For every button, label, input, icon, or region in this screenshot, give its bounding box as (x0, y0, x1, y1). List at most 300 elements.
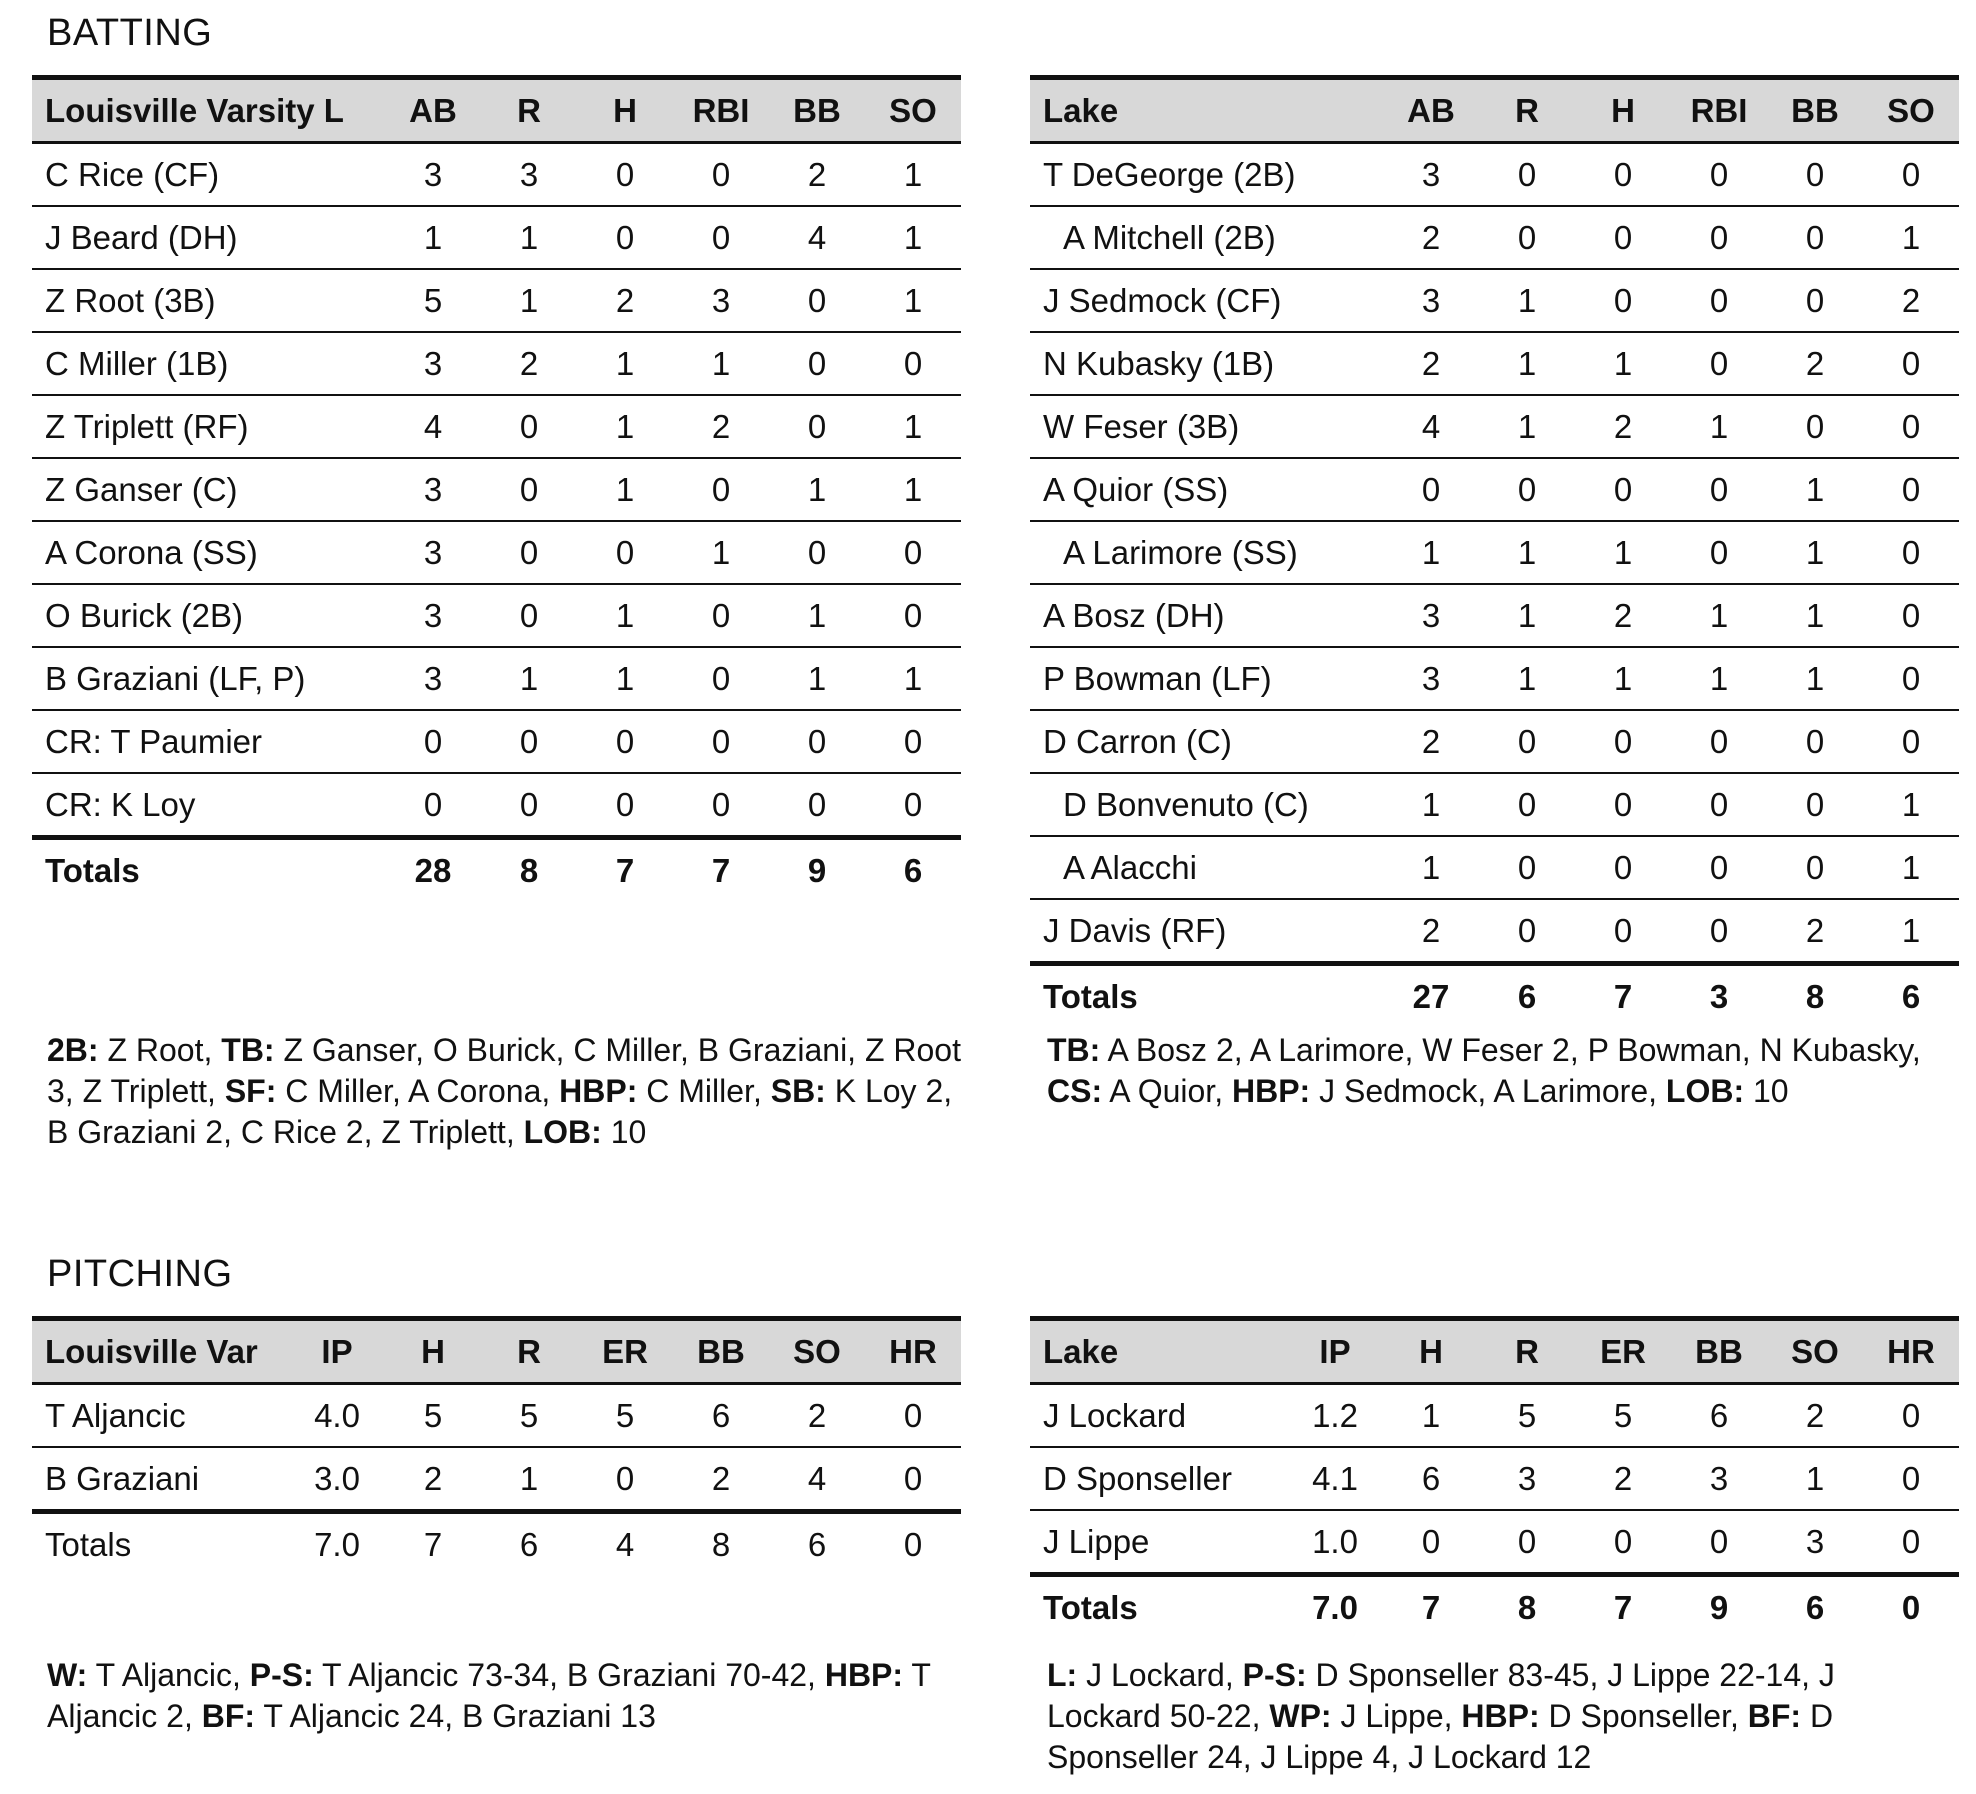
table-row (1030, 521, 1959, 584)
stat-cell: 1 (577, 458, 673, 521)
note-text: Z Root, (98, 1032, 222, 1068)
batting-notes-louisville (47, 1030, 967, 1153)
player-name: Z Ganser (C) (32, 458, 385, 521)
player-name: C Miller (1B) (32, 332, 385, 395)
note-text: 10 (601, 1114, 647, 1150)
stat-cell: 4.0 (289, 1384, 385, 1448)
stat-cell: 0 (673, 458, 769, 521)
stat-cell: 0 (385, 710, 481, 773)
stat-cell: 1 (865, 143, 961, 207)
stat-cell: 0 (1383, 1510, 1479, 1575)
stat-cell: 0 (481, 521, 577, 584)
stat-cell: 0 (577, 143, 673, 207)
table-row (32, 206, 961, 269)
stat-cell: 4 (769, 1447, 865, 1512)
stat-cell: 1 (865, 395, 961, 458)
column-header: SO (1863, 78, 1959, 143)
note-label: HBP: (824, 1657, 904, 1693)
column-header: R (1479, 1319, 1575, 1384)
stat-cell: 0 (577, 773, 673, 838)
stat-cell: 1 (769, 647, 865, 710)
stat-cell: 0 (1671, 143, 1767, 207)
table-row (1030, 773, 1959, 836)
stat-cell: 3 (385, 332, 481, 395)
totals-cell: 7 (1421, 1588, 1441, 1626)
stat-cell: 1 (865, 206, 961, 269)
column-header: SO (769, 1319, 865, 1384)
note-text: J Sedmock, A Larimore, (1310, 1073, 1666, 1109)
stat-cell: 3 (1671, 1447, 1767, 1510)
stat-cell: 0 (1383, 458, 1479, 521)
stat-cell: 0 (673, 710, 769, 773)
column-header: SO (865, 78, 961, 143)
column-header: H (1575, 78, 1671, 143)
stat-cell: 0 (673, 584, 769, 647)
table-row (1030, 647, 1959, 710)
stat-cell: 2 (1863, 269, 1959, 332)
table-row (1030, 269, 1959, 332)
totals-cell: 7 (711, 851, 731, 889)
stat-cell: 0 (865, 584, 961, 647)
stat-cell: 0 (1863, 395, 1959, 458)
stat-cell: 0 (1863, 1447, 1959, 1510)
stat-cell: 0 (577, 710, 673, 773)
stat-cell: 2 (1767, 1384, 1863, 1448)
stat-cell: 0 (1671, 206, 1767, 269)
stat-cell: 0 (865, 332, 961, 395)
stat-cell: 0 (1671, 269, 1767, 332)
stat-cell: 1 (1767, 584, 1863, 647)
column-header: H (577, 78, 673, 143)
table-row (32, 1384, 961, 1448)
totals-cell: 7 (615, 851, 635, 889)
stat-cell: 0 (1575, 206, 1671, 269)
column-header: HR (865, 1319, 961, 1384)
stat-cell: 0 (481, 584, 577, 647)
note-text: A Quior, (1102, 1073, 1232, 1109)
stat-cell: 1 (1575, 647, 1671, 710)
player-name: J Beard (DH) (32, 206, 385, 269)
stat-cell: 3 (1767, 1510, 1863, 1575)
note-text: T Aljancic 24, B Graziani 13 (255, 1698, 656, 1734)
column-header: IP (1287, 1319, 1383, 1384)
totals-cell: 6 (1901, 977, 1921, 1015)
totals-row (1030, 964, 1959, 1028)
stat-cell: 1 (577, 332, 673, 395)
stat-cell: 0 (1479, 458, 1575, 521)
table-row (32, 521, 961, 584)
stat-cell: 0 (577, 206, 673, 269)
player-name: B Graziani (LF, P) (32, 647, 385, 710)
pitching-section-title: PITCHING (47, 1253, 233, 1295)
stat-cell: 1 (1671, 647, 1767, 710)
column-header: ER (1575, 1319, 1671, 1384)
table-row (32, 395, 961, 458)
player-name: Z Root (3B) (32, 269, 385, 332)
stat-cell: 2 (1383, 710, 1479, 773)
stat-cell: 0 (1767, 773, 1863, 836)
stat-cell: 1 (1479, 395, 1575, 458)
table-row (1030, 143, 1959, 207)
stat-cell: 1 (1767, 647, 1863, 710)
stat-cell: 0 (1671, 521, 1767, 584)
note-text: J Lockard, (1077, 1657, 1243, 1693)
player-name: A Larimore (SS) (1030, 521, 1383, 584)
table-row (32, 1447, 961, 1512)
note-text: T Aljancic 73-34, B Graziani 70-42, (313, 1657, 825, 1693)
table-row (32, 269, 961, 332)
column-header: R (481, 78, 577, 143)
column-header: RBI (1671, 78, 1767, 143)
totals-row (32, 838, 961, 902)
table-row (1030, 836, 1959, 899)
stat-cell: 1 (1863, 836, 1959, 899)
stat-cell: 4 (769, 206, 865, 269)
stat-cell: 0 (1671, 710, 1767, 773)
stat-cell: 0 (865, 1447, 961, 1512)
column-header: H (385, 1319, 481, 1384)
column-header: R (481, 1319, 577, 1384)
totals-cell: 3 (1709, 977, 1729, 1015)
table-row (1030, 710, 1959, 773)
stat-cell: 0 (1575, 143, 1671, 207)
stat-cell: 0 (1479, 206, 1575, 269)
stat-cell: 2 (385, 1447, 481, 1512)
table-header-row (32, 1319, 961, 1384)
column-header: BB (769, 78, 865, 143)
stat-cell: 3 (1383, 269, 1479, 332)
totals-cell: 4 (615, 1525, 635, 1563)
stat-cell: 0 (1863, 647, 1959, 710)
stat-cell: 2 (769, 1384, 865, 1448)
stat-cell: 3 (385, 647, 481, 710)
note-text: C Miller, A Corona, (276, 1073, 560, 1109)
player-name: A Alacchi (1030, 836, 1383, 899)
stat-cell: 0 (481, 773, 577, 838)
stat-cell: 1 (577, 647, 673, 710)
totals-cell: 0 (903, 1525, 923, 1563)
player-name: J Lippe (1030, 1510, 1287, 1575)
team-name-header: Lake (1030, 1319, 1287, 1384)
batting-table-lake (1030, 75, 1959, 1027)
player-name: T DeGeorge (2B) (1030, 143, 1383, 207)
stat-cell: 1 (1767, 458, 1863, 521)
stat-cell: 0 (865, 1384, 961, 1448)
stat-cell: 2 (1575, 395, 1671, 458)
stat-cell: 0 (769, 521, 865, 584)
stat-cell: 5 (577, 1384, 673, 1448)
totals-cell: 7.0 (314, 1525, 360, 1563)
totals-cell: 8 (519, 851, 539, 889)
stat-cell: 0 (1863, 332, 1959, 395)
totals-cell: 8 (1805, 977, 1825, 1015)
stat-cell: 0 (865, 710, 961, 773)
player-name: D Carron (C) (1030, 710, 1383, 773)
stat-cell: 0 (1575, 899, 1671, 964)
totals-cell: 9 (1709, 1588, 1729, 1626)
stat-cell: 2 (769, 143, 865, 207)
stat-cell: 1.0 (1287, 1510, 1383, 1575)
table-row (1030, 1447, 1959, 1510)
totals-cell: 28 (414, 851, 452, 889)
note-text: T Aljancic 2, (47, 1657, 931, 1734)
stat-cell: 0 (1671, 899, 1767, 964)
stat-cell: 1 (1479, 647, 1575, 710)
column-header: HR (1863, 1319, 1959, 1384)
stat-cell: 0 (1863, 1510, 1959, 1575)
stat-cell: 0 (1863, 458, 1959, 521)
stat-cell: 2 (1767, 899, 1863, 964)
note-text: Z Ganser, O Burick, C Miller, B Graziani, Z Root 3, Z Triplett, (47, 1032, 961, 1109)
note-label: HBP: (1231, 1073, 1311, 1109)
stat-cell: 2 (577, 269, 673, 332)
stat-cell: 1 (1767, 1447, 1863, 1510)
stat-cell: 0 (1671, 773, 1767, 836)
stat-cell: 1 (1863, 899, 1959, 964)
note-label: P-S: (249, 1657, 314, 1693)
stat-cell: 1 (1383, 521, 1479, 584)
totals-cell: 8 (1517, 1588, 1537, 1626)
stat-cell: 1 (865, 647, 961, 710)
stat-cell: 0 (1671, 332, 1767, 395)
note-label: BF: (1747, 1698, 1802, 1734)
stat-cell: 0 (769, 332, 865, 395)
stat-cell: 1 (1671, 584, 1767, 647)
note-label: TB: (1047, 1032, 1101, 1068)
stat-cell: 2 (481, 332, 577, 395)
stat-cell: 1 (769, 584, 865, 647)
stat-cell: 3 (673, 269, 769, 332)
totals-cell: 6 (1805, 1588, 1825, 1626)
stat-cell: 0 (1575, 836, 1671, 899)
note-text: 10 (1744, 1073, 1789, 1109)
table-row (1030, 1510, 1959, 1575)
totals-label: Totals (1043, 1588, 1138, 1626)
column-header: IP (289, 1319, 385, 1384)
stat-cell: 0 (1863, 710, 1959, 773)
stat-cell: 1 (865, 458, 961, 521)
batting-section-title: BATTING (47, 12, 213, 54)
stat-cell: 6 (1383, 1447, 1479, 1510)
totals-cell: 7 (1613, 977, 1633, 1015)
table-header-row (1030, 78, 1959, 143)
note-label: HBP: (559, 1073, 638, 1109)
stat-cell: 1 (1767, 521, 1863, 584)
note-text: D Sponseller, (1539, 1698, 1748, 1734)
note-text: A Bosz 2, A Larimore, W Feser 2, P Bowman, N Kubasky, (1100, 1032, 1921, 1068)
stat-cell: 0 (1863, 584, 1959, 647)
player-name: N Kubasky (1B) (1030, 332, 1383, 395)
stat-cell: 0 (1767, 395, 1863, 458)
stat-cell: 0 (1575, 773, 1671, 836)
totals-cell: 7 (423, 1525, 443, 1563)
pitching-table-lake (1030, 1316, 1959, 1638)
note-text: K Loy 2, B Graziani 2, C Rice 2, Z Triplett, (47, 1073, 953, 1150)
column-header: R (1479, 78, 1575, 143)
stat-cell: 0 (1575, 269, 1671, 332)
pitching-table-louisville (32, 1316, 961, 1575)
totals-row (32, 1512, 961, 1576)
stat-cell: 1 (481, 206, 577, 269)
stat-cell: 1 (673, 521, 769, 584)
player-name: P Bowman (LF) (1030, 647, 1383, 710)
team-name-header: Lake (1030, 78, 1383, 143)
column-header: H (1383, 1319, 1479, 1384)
stat-cell: 0 (1479, 899, 1575, 964)
stat-cell: 0 (1479, 1510, 1575, 1575)
stat-cell: 4 (1383, 395, 1479, 458)
stat-cell: 0 (1575, 710, 1671, 773)
player-name: C Rice (CF) (32, 143, 385, 207)
stat-cell: 3 (385, 521, 481, 584)
stat-cell: 0 (1671, 1510, 1767, 1575)
stat-cell: 0 (673, 647, 769, 710)
note-label: BF: (201, 1698, 256, 1734)
stat-cell: 1 (769, 458, 865, 521)
stat-cell: 1 (1863, 773, 1959, 836)
table-row (1030, 332, 1959, 395)
stat-cell: 3.0 (289, 1447, 385, 1512)
note-label: CS: (1047, 1073, 1103, 1109)
stat-cell: 0 (1863, 521, 1959, 584)
totals-label: Totals (45, 851, 140, 889)
totals-cell: 27 (1412, 977, 1450, 1015)
totals-cell: 7.0 (1312, 1588, 1358, 1626)
column-header: BB (673, 1319, 769, 1384)
stat-cell: 3 (385, 584, 481, 647)
stat-cell: 1 (1575, 332, 1671, 395)
table-header-row (32, 78, 961, 143)
stat-cell: 1 (481, 1447, 577, 1512)
stat-cell: 0 (769, 395, 865, 458)
table-row (1030, 458, 1959, 521)
stat-cell: 0 (1767, 710, 1863, 773)
stat-cell: 0 (1479, 710, 1575, 773)
player-name: O Burick (2B) (32, 584, 385, 647)
table-row (1030, 206, 1959, 269)
stat-cell: 0 (673, 143, 769, 207)
player-name: CR: K Loy (32, 773, 385, 838)
note-text: D Sponseller 24, J Lippe 4, J Lockard 12 (1047, 1698, 1834, 1775)
table-header-row (1030, 1319, 1959, 1384)
table-row (32, 647, 961, 710)
stat-cell: 0 (577, 521, 673, 584)
batting-table-louisville (32, 75, 961, 901)
stat-cell: 0 (481, 395, 577, 458)
stat-cell: 2 (1767, 332, 1863, 395)
note-label: LOB: (523, 1114, 602, 1150)
team-name-header: Louisville Varsity L (32, 78, 385, 143)
table-row (32, 710, 961, 773)
column-header: ER (577, 1319, 673, 1384)
totals-cell: 6 (519, 1525, 539, 1563)
table-row (1030, 1384, 1959, 1448)
stat-cell: 0 (1863, 143, 1959, 207)
stat-cell: 0 (1767, 143, 1863, 207)
stat-cell: 2 (1575, 1447, 1671, 1510)
stat-cell: 5 (481, 1384, 577, 1448)
column-header: AB (385, 78, 481, 143)
note-text: D Sponseller 83-45, J Lippe 22-14, J Lockard 50-22, (1047, 1657, 1835, 1734)
note-label: WP: (1269, 1698, 1332, 1734)
totals-label: Totals (1043, 977, 1138, 1015)
note-label: W: (47, 1657, 88, 1693)
stat-cell: 1 (1575, 521, 1671, 584)
totals-row (1030, 1575, 1959, 1639)
player-name: A Mitchell (2B) (1030, 206, 1383, 269)
stat-cell: 1 (1479, 332, 1575, 395)
stat-cell: 1 (1479, 584, 1575, 647)
stat-cell: 0 (769, 269, 865, 332)
player-name: D Sponseller (1030, 1447, 1287, 1510)
stat-cell: 6 (1671, 1384, 1767, 1448)
stat-cell: 0 (769, 773, 865, 838)
column-header: RBI (673, 78, 769, 143)
pitching-notes-louisville (47, 1655, 967, 1737)
stat-cell: 1 (1383, 773, 1479, 836)
note-text: C Miller, (637, 1073, 771, 1109)
player-name: D Bonvenuto (C) (1030, 773, 1383, 836)
stat-cell: 0 (385, 773, 481, 838)
player-name: J Sedmock (CF) (1030, 269, 1383, 332)
stat-cell: 6 (673, 1384, 769, 1448)
totals-cell: 8 (711, 1525, 731, 1563)
table-row (32, 143, 961, 207)
player-name: J Davis (RF) (1030, 899, 1383, 964)
stat-cell: 1.2 (1287, 1384, 1383, 1448)
column-header: BB (1767, 78, 1863, 143)
stat-cell: 5 (1575, 1384, 1671, 1448)
stat-cell: 5 (385, 269, 481, 332)
stat-cell: 0 (673, 206, 769, 269)
stat-cell: 0 (1863, 1384, 1959, 1448)
stat-cell: 0 (1479, 773, 1575, 836)
stat-cell: 1 (1479, 269, 1575, 332)
totals-cell: 6 (807, 1525, 827, 1563)
totals-cell: 0 (1901, 1588, 1921, 1626)
note-label: TB: (221, 1032, 275, 1068)
stat-cell: 1 (385, 206, 481, 269)
player-name: Z Triplett (RF) (32, 395, 385, 458)
stat-cell: 4 (385, 395, 481, 458)
player-name: A Corona (SS) (32, 521, 385, 584)
stat-cell: 0 (1767, 836, 1863, 899)
player-name: T Aljancic (32, 1384, 289, 1448)
stat-cell: 1 (577, 584, 673, 647)
player-name: A Bosz (DH) (1030, 584, 1383, 647)
totals-cell: 6 (1517, 977, 1537, 1015)
stat-cell: 0 (1671, 836, 1767, 899)
stat-cell: 0 (1767, 269, 1863, 332)
table-row (1030, 395, 1959, 458)
team-name-header: Louisville Var (32, 1319, 289, 1384)
stat-cell: 0 (1479, 143, 1575, 207)
stat-cell: 0 (1767, 206, 1863, 269)
totals-label: Totals (45, 1525, 132, 1563)
note-label: LOB: (1665, 1073, 1745, 1109)
stat-cell: 0 (481, 458, 577, 521)
stat-cell: 3 (1383, 143, 1479, 207)
stat-cell: 1 (481, 647, 577, 710)
table-row (32, 773, 961, 838)
stat-cell: 2 (673, 395, 769, 458)
stat-cell: 0 (1575, 458, 1671, 521)
table-row (32, 332, 961, 395)
stat-cell: 0 (481, 710, 577, 773)
stat-cell: 1 (481, 269, 577, 332)
table-row (32, 458, 961, 521)
stat-cell: 0 (865, 773, 961, 838)
